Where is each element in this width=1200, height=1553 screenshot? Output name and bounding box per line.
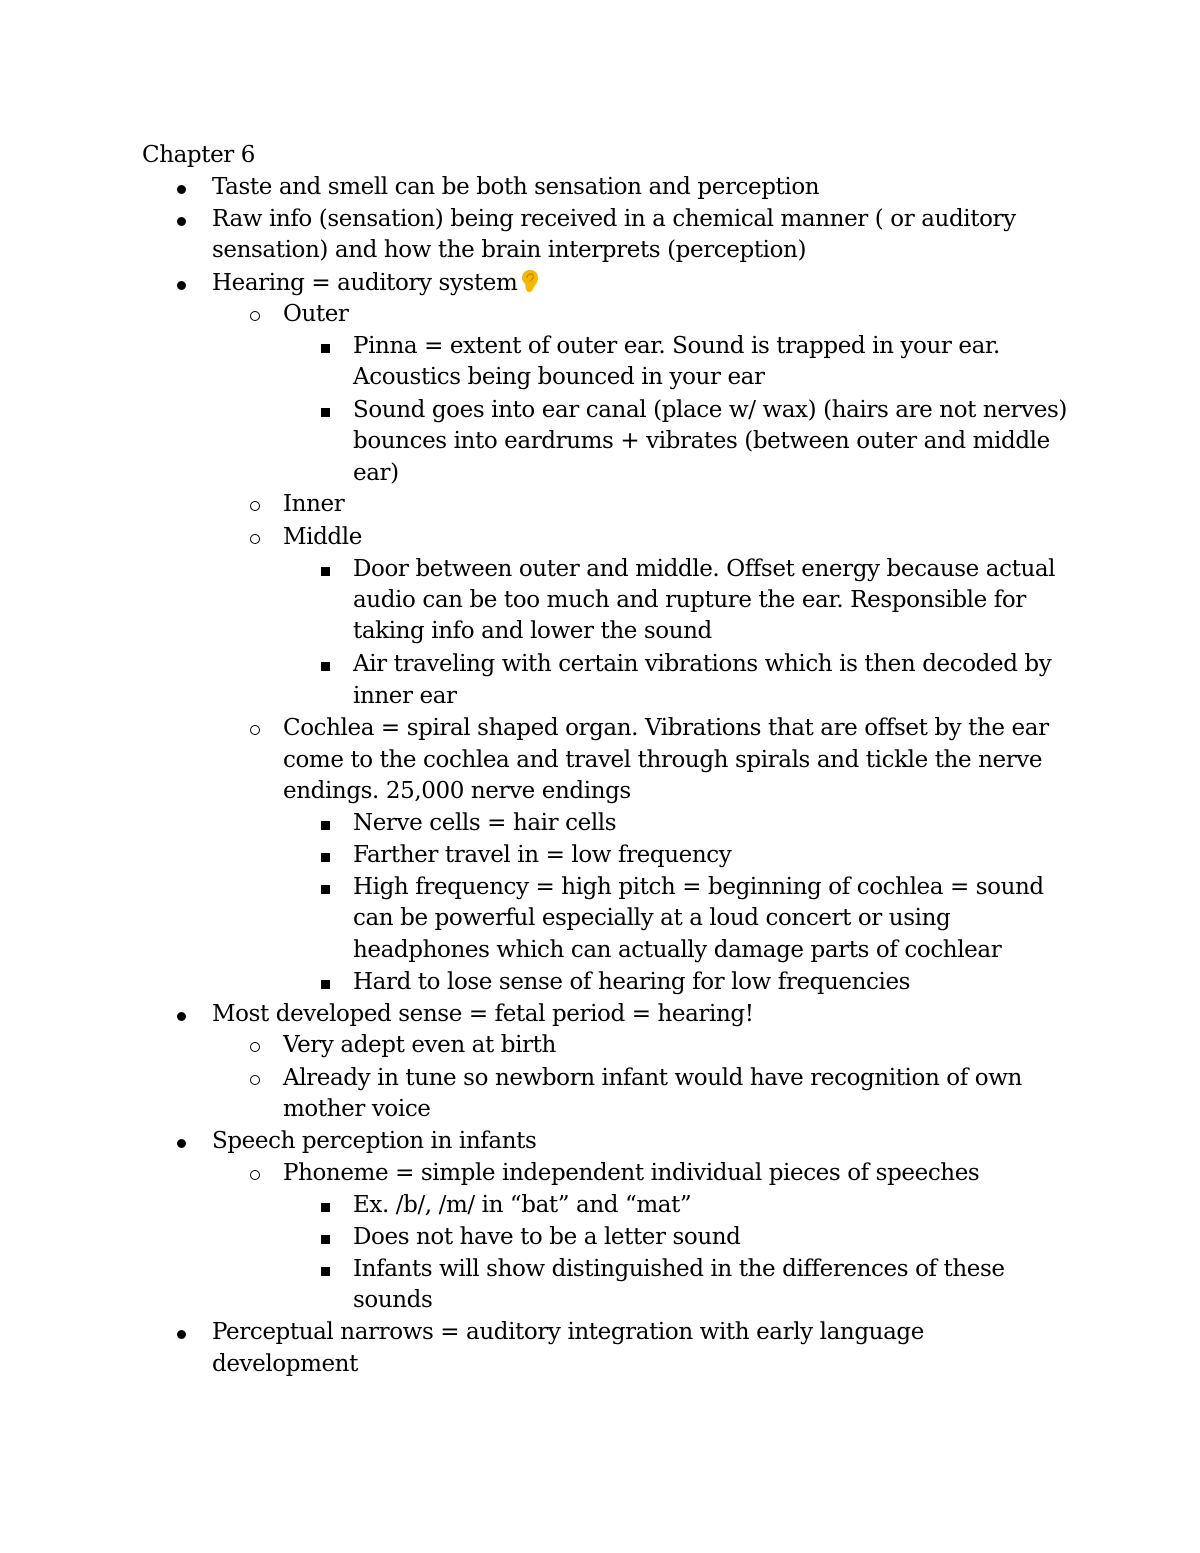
list-item-continuation: headphones which can actually damage parts of cochlear — [353, 937, 1002, 963]
list-item — [212, 268, 539, 300]
list-item: Taste and smell can be both sensation and perception — [212, 174, 820, 200]
page-title: Chapter 6 — [142, 142, 256, 168]
list-item-continuation: can be powerful especially at a loud concert or using — [353, 905, 951, 931]
bullet-dot — [172, 1126, 196, 1158]
list-item-continuation: sounds — [353, 1287, 433, 1313]
list-item: High frequency = high pitch = beginning of cochlea = sound — [353, 874, 1044, 900]
bullet-square — [315, 1190, 339, 1222]
list-item: Farther travel in = low frequency — [353, 842, 732, 868]
list-item: Hard to lose sense of hearing for low frequencies — [353, 969, 911, 995]
bullet-dot — [172, 204, 196, 236]
bullet-dot — [172, 1317, 196, 1349]
list-item-continuation: audio can be too much and rupture the ear. Responsible for — [353, 587, 1026, 613]
list-item-continuation: inner ear — [353, 683, 457, 709]
bullet-square — [315, 808, 339, 840]
list-item: Outer — [283, 301, 349, 327]
bullet-circle — [246, 1063, 270, 1095]
bullet-square — [315, 554, 339, 586]
bullet-dot — [172, 268, 196, 300]
list-item-continuation: development — [212, 1351, 358, 1377]
list-item-continuation: sensation) and how the brain interprets (perception) — [212, 237, 807, 263]
bullet-square — [315, 395, 339, 427]
list-item-continuation: come to the cochlea and travel through spirals and tickle the nerve — [283, 747, 1043, 773]
list-item: Perceptual narrows = auditory integration with early language — [212, 1319, 924, 1345]
list-item: Nerve cells = hair cells — [353, 810, 617, 836]
list-item: Phoneme = simple independent individual pieces of speeches — [283, 1160, 980, 1186]
list-item: Pinna = extent of outer ear. Sound is trapped in your ear. — [353, 333, 1000, 359]
bullet-circle — [246, 713, 270, 745]
bullet-square — [315, 1254, 339, 1286]
list-item: Inner — [283, 491, 345, 517]
list-item: Sound goes into ear canal (place w/ wax) (hairs are not nerves) — [353, 397, 1067, 423]
list-item-text: Hearing = auditory system — [212, 270, 518, 296]
bullet-dot — [172, 172, 196, 204]
bullet-square — [315, 840, 339, 872]
bullet-square — [315, 331, 339, 363]
bullet-circle — [246, 522, 270, 554]
list-item: Infants will show distinguished in the differences of these — [353, 1256, 1005, 1282]
list-item: Door between outer and middle. Offset energy because actual — [353, 556, 1056, 582]
ear-icon — [521, 269, 539, 293]
list-item-continuation: endings. 25,000 nerve endings — [283, 778, 631, 804]
bullet-square — [315, 1222, 339, 1254]
bullet-square — [315, 872, 339, 904]
bullet-circle — [246, 489, 270, 521]
list-item: Speech perception in infants — [212, 1128, 537, 1154]
bullet-square — [315, 649, 339, 681]
list-item: Already in tune so newborn infant would have recognition of own — [283, 1065, 1022, 1091]
list-item: Very adept even at birth — [283, 1032, 556, 1058]
list-item: Does not have to be a letter sound — [353, 1224, 741, 1250]
bullet-circle — [246, 1030, 270, 1062]
list-item-continuation: mother voice — [283, 1096, 431, 1122]
bullet-square — [315, 967, 339, 999]
list-item: Air traveling with certain vibrations which is then decoded by — [353, 651, 1052, 677]
bullet-dot — [172, 999, 196, 1031]
list-item-continuation: Acoustics being bounced in your ear — [353, 364, 765, 390]
list-item-continuation: ear) — [353, 460, 399, 486]
list-item: Ex. /b/, /m/ in “bat” and “mat” — [353, 1192, 692, 1218]
list-item-continuation: taking info and lower the sound — [353, 618, 712, 644]
bullet-circle — [246, 299, 270, 331]
list-item: Most developed sense = fetal period = hearing! — [212, 1001, 754, 1027]
list-item: Middle — [283, 524, 362, 550]
list-item: Raw info (sensation) being received in a chemical manner ( or auditory — [212, 206, 1016, 232]
list-item: Cochlea = spiral shaped organ. Vibrations that are offset by the ear — [283, 715, 1049, 741]
bullet-circle — [246, 1158, 270, 1190]
list-item-continuation: bounces into eardrums + vibrates (between outer and middle — [353, 428, 1050, 454]
